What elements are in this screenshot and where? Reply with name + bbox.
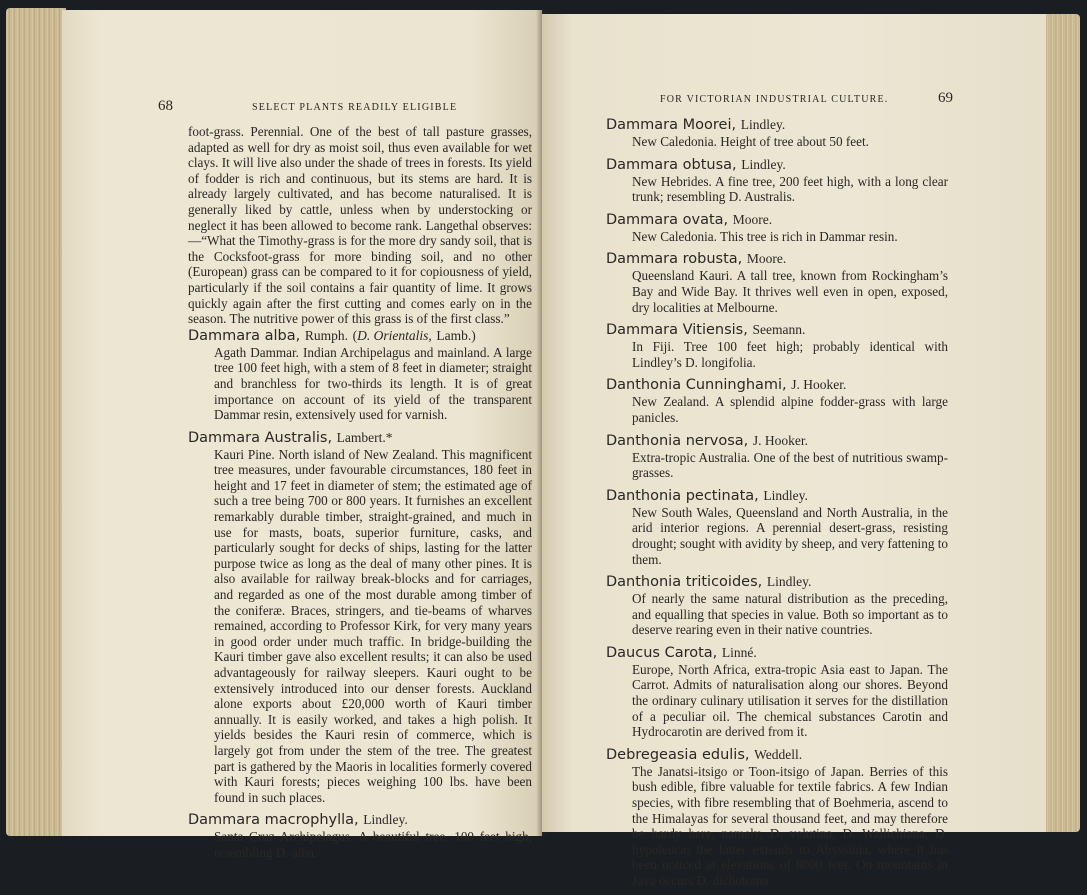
entry-text: The Janatsi-itsigo or Toon-itsigo of Japan. Berries of this bush edible, fibre valuable for textile fabrics. A few Indian species, with fibre resembling that of Boehmeria, ascend to the Himalayas for several thousand feet, and may therefore be hardy here, namely, D. velutina, D. Wallichiana, D. hypoleuca; the latter extends to Abyssinia, where it has been noticed at elevations of 8000 feet. On mountains in Java occurs D. dichotoma. xyxy=(632,763,948,888)
entry-dammara-robusta xyxy=(606,250,948,315)
entry-heading: Dammara robusta, Moore. xyxy=(606,251,787,268)
entry-dammara-macrophylla xyxy=(188,811,532,860)
entry-heading: Danthonia Cunninghami, J. Hooker. xyxy=(606,377,847,394)
entry-text: New South Wales, Queensland and North Australia, in the arid interior regions. A perennial desert-grass, resisting drought; sought with avidity by sheep, and very fattening to them. xyxy=(632,504,948,567)
page-edges-left xyxy=(6,8,66,836)
entry-dammara-moorei xyxy=(606,116,948,150)
entry-heading: Danthonia triticoides, Lindley. xyxy=(606,574,812,591)
entry-text: Queensland Kauri. A tall tree, known from Rockingham’s Bay and Wide Bay. It thrives well even in open, exposed, dry localities at Melbourne. xyxy=(632,268,948,315)
entry-text: Of nearly the same natural distribution as the preceding, and equalling that species in value. Both so important as to deserve rearing even in their native countries. xyxy=(632,591,948,638)
entry-heading: Danthonia nervosa, J. Hooker. xyxy=(606,432,809,449)
entry-heading: Dammara Australis, Lambert.* xyxy=(188,429,393,446)
entry-danthonia-pectinata xyxy=(606,487,948,567)
entry-dammara-australis xyxy=(188,429,532,806)
entry-debregeasia-edulis xyxy=(606,746,948,889)
entry-heading: Dammara obtusa, Lindley. xyxy=(606,156,786,173)
entry-heading: Debregeasia edulis, Weddell. xyxy=(606,746,803,763)
page-edges-right xyxy=(1044,14,1080,832)
entry-heading: Dammara ovata, Moore. xyxy=(606,211,773,228)
right-column xyxy=(606,116,948,895)
left-page xyxy=(62,10,542,860)
entry-text: Extra-tropic Australia. One of the best of nutritious swamp-grasses. xyxy=(632,449,948,481)
entry-daucus-carota xyxy=(606,644,948,740)
entry-text: Agath Dammar. Indian Archipelagus and mainland. A large tree 100 feet high, with a stem of 8 feet in diameter; straight and branchless for two-thirds its length. It is of great importance on account of its yield of the transparent Dammar resin, extensively used for varnish. xyxy=(214,344,532,423)
entry-heading: Dammara macrophylla, Lindley. xyxy=(188,812,408,829)
entry-text: Santa Cruz Archipelagus. A beautiful tree, 100 feet high, resembling D. alba. xyxy=(214,829,532,860)
left-page-number: 68 xyxy=(158,98,173,114)
entry-heading: Danthonia pectinata, Lindley. xyxy=(606,487,808,504)
entry-text: Kauri Pine. North island of New Zealand. This magnificent tree measures, under favourable circumstances, 180 feet in height and 17 feet in diameter of stem; the estimated age of such a tree being 700 or 800 years. It furnishes an excellent remarkably durable timber, straight-grained, and much in use for masts, boats, superior furniture, casks, and particularly sought for decks of ships, lasting for the latter purpose twice as long as the deal of many other pines. It is also available for railway break-blocks and for carriages, and regarded as one of the most durable among timber of the coniferæ. Braces, stringers, and tie-beams of wharves remained, according to Professor Kirk, for very many years in good order under much traffic. In bridge-building the Kauri timber gave also excellent results; it can also be used advantageously for railway sleepers. Kauri ought to be extensively introduced into our denser forests. Auckland alone exports about £20,000 worth of Kauri timber annually. It is easily worked, and takes a high polish. It yields besides the Kauri resin of commerce, which is largely got from under the stem of the tree. The greatest part is gathered by the Maoris in localities formerly covered with Kauri forests; pieces weighing 100 lbs. have been found in such places. xyxy=(214,446,532,805)
entry-dammara-vitiensis xyxy=(606,321,948,370)
right-page-number: 69 xyxy=(938,90,953,106)
entry-text: New Caledonia. This tree is rich in Dammar resin. xyxy=(632,228,898,244)
entry-text: New Zealand. A splendid alpine fodder-grass with large panicles. xyxy=(632,394,948,425)
entry-danthonia-triticoides xyxy=(606,573,948,638)
continuation-paragraph: foot-grass. Perennial. One of the best of tall pasture grasses, adapted as well for dry as moist soil, thus even available for wet clays. It will live also under the shade of trees in forests. Its yield of fodder is rich and continuous, but its stems are hard. It is already largely cultivated, and has become naturalised. It is generally liked by cattle, unless when by understocking or neglect it has been allowed to become rank. Langethal observes:—“What the Timothy-grass is for the more dry sandy soil, that is the Cocksfoot-grass for more binding soil, and no other (European) grass can be compared to it for copiousness of yield, particularly if the soil contains a fair quantity of lime. It grows quickly again after the first cutting and comes early on in the season. The nutritive power of this grass is of the first class.” xyxy=(188,124,532,327)
entry-danthonia-cunninghami xyxy=(606,376,948,425)
entry-heading: Dammara Vitiensis, Seemann. xyxy=(606,322,806,339)
entry-danthonia-nervosa xyxy=(606,432,948,481)
left-column xyxy=(188,124,532,867)
entry-heading: Daucus Carota, Linné. xyxy=(606,644,757,661)
entry-heading: Dammara Moorei, Lindley. xyxy=(606,117,786,133)
right-page xyxy=(542,14,1046,888)
entry-text: New Hebrides. A fine tree, 200 feet high, with a long clear trunk; resembling D. Australis. xyxy=(632,173,948,205)
entry-dammara-ovata xyxy=(606,211,948,245)
entry-text: In Fiji. Tree 100 feet high; probably identical with Lindley’s D. longifolia. xyxy=(632,339,948,370)
entry-text: New Caledonia. Height of tree about 50 feet. xyxy=(632,134,869,149)
entry-dammara-obtusa xyxy=(606,156,948,205)
entry-heading: Dammara alba, Rumph. (D. Orientalis, Lamb.) xyxy=(188,327,476,344)
left-running-head: SELECT PLANTS READILY ELIGIBLE xyxy=(252,102,458,113)
entry-text: Europe, North Africa, extra-tropic Asia east to Japan. The Carrot. Admits of naturalisation along our shores. Beyond the ordinary culinary utilisation it serves for the distillation of a peculiar oil. The chemical substances Carotin and Hydrocarotin are derived from it. xyxy=(632,661,948,740)
entry-dammara-alba xyxy=(188,327,532,423)
right-running-head: FOR VICTORIAN INDUSTRIAL CULTURE. xyxy=(660,94,889,105)
